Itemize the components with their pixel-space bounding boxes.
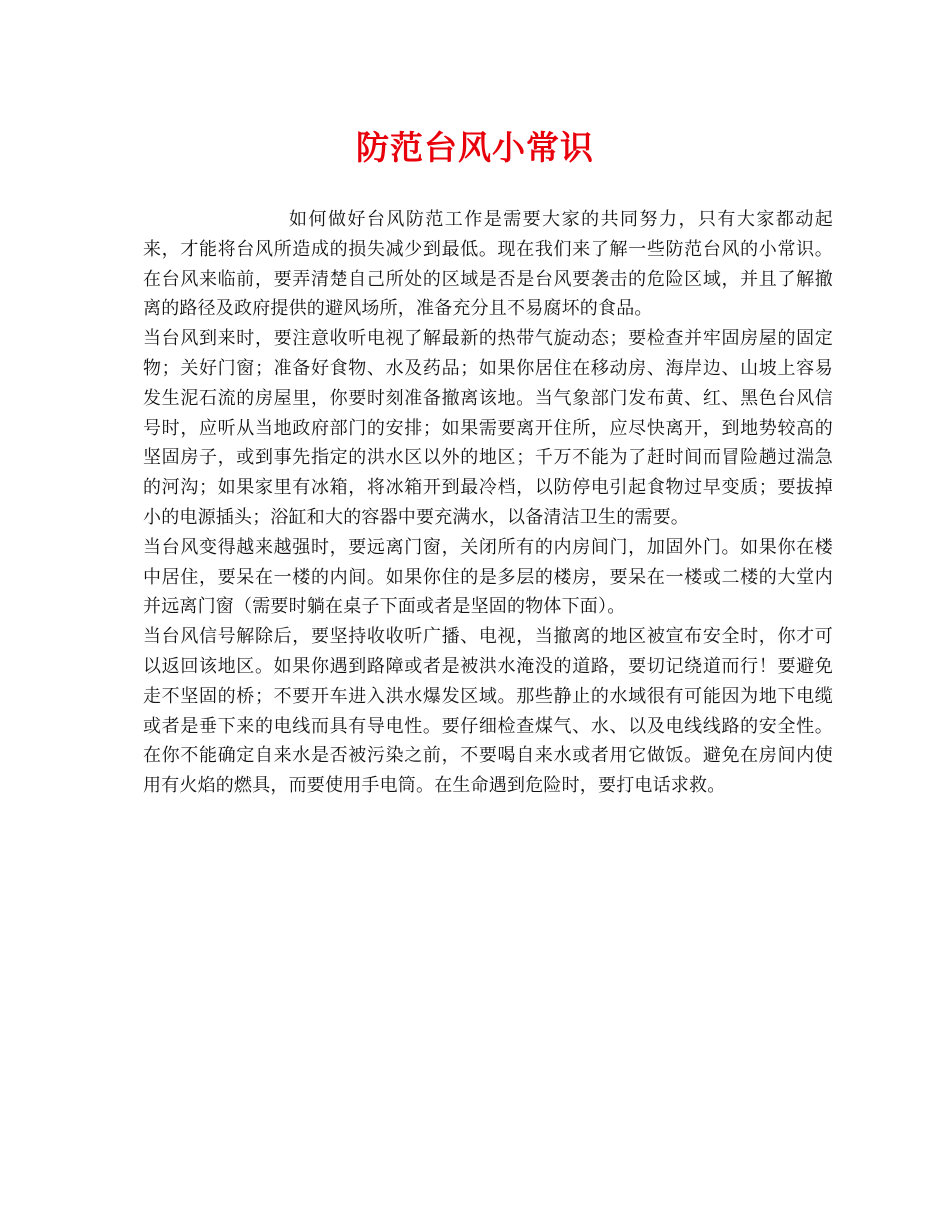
paragraph-intro: 如何做好台风防范工作是需要大家的共同努力，只有大家都动起来，才能将台风所造成的损失减少到最低。现在我们来了解一些防范台风的小常识。在台风来临前，要弄清楚自己所处的区域是否是台风要袭击的危险区域，并且了解撤离的路径及政府提供的避风场所，准备充分且不易腐坏的食品。 bbox=[143, 209, 833, 320]
paragraph-typhoon-arrival: 当台风到来时，要注意收听电视了解最新的热带气旋动态；要检查并牢固房屋的固定物；关好门窗；准备好食物、水及药品；如果你居住在移动房、海岸边、山坡上容易发生泥石流的房屋里，你要时刻准备撤离该地。当气象部门发布黄、红、黑色台风信号时，应听从当地政府部门的安排；如果需要离开住所，应尽快离开，到地势较高的坚固房子，或到事先指定的洪水区以外的地区；千万不能为了赶时间而冒险趟过湍急的河沟；如果家里有冰箱，将冰箱开到最冷档，以防停电引起食物过早变质；要拔掉小的电源插头；浴缸和大的容器中要充满水，以备清洁卫生的需要。 bbox=[143, 328, 833, 528]
paragraph-typhoon-strengthening: 当台风变得越来越强时，要远离门窗，关闭所有的内房间门，加固外门。如果你在楼中居住，要呆在一楼的内间。如果你住的是多层的楼房，要呆在一楼或二楼的大堂内并远离门窗（需要时躺在桌子下面或者是坚固的物体下面）。 bbox=[143, 536, 833, 618]
document-body bbox=[143, 205, 833, 801]
paragraph-after-typhoon: 当台风信号解除后，要坚持收收听广播、电视，当撤离的地区被宣布安全时，你才可以返回该地区。如果你遇到路障或者是被洪水淹没的道路，要切记绕道而行！要避免走不坚固的桥；不要开车进入洪水爆发区域。那些静止的水域很有可能因为地下电缆或者是垂下来的电线而具有导电性。要仔细检查煤气、水、以及电线线路的安全性。在你不能确定自来水是否被污染之前，不要喝自来水或者用它做饭。避免在房间内使用有火焰的燃具，而要使用手电筒。在生命遇到危险时，要打电话求救。 bbox=[143, 626, 833, 797]
document-title: 防范台风小常识 bbox=[356, 128, 594, 167]
